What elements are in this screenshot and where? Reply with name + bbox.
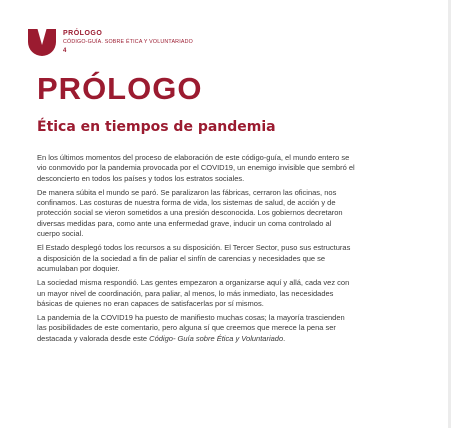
paragraph: De manera súbita el mundo se paró. Se paralizaron las fábricas, cerraron las oficinas, nos confinamos. Las costuras de nuestra forma de vida, los sistemas de salud, de acción y de protección social se vieron sometidos a una presión desconocida. Los gobiernos decretaron diversas medidas para, como ante una enfermedad grave, inducir un coma controlado al cuerpo social. bbox=[37, 187, 343, 239]
header-document-title: CÓDIGO-GUÍA. SOBRE ÉTICA Y VOLUNTARIADO bbox=[63, 39, 193, 45]
paragraph: En los últimos momentos del proceso de elaboración de este código-guía, el mundo entero se vio conmovido por la pandemia provocada por el COVID19, un enemigo invisible que sembró el desconcierto en todos los países y todos los estratos sociales. bbox=[37, 153, 355, 183]
page-number: 4 bbox=[63, 48, 67, 54]
page-title: PRÓLOGO bbox=[37, 71, 203, 106]
paragraph-last bbox=[37, 313, 355, 344]
paragraph-end: . bbox=[283, 333, 286, 343]
header-section-title: PRÓLOGO bbox=[63, 30, 103, 37]
organization-logo-icon bbox=[27, 28, 57, 58]
paragraph: La sociedad misma respondió. Las gentes empezaron a organizarse aquí y allá, cada vez con un mayor nivel de coordinación, para paliar, al menos, lo más inmediato, las necesidades básicas de quienes no eran capaces de satisfacerlas por sí mismos. bbox=[37, 278, 350, 308]
paragraph: El Estado desplegó todos los recursos a su disposición. El Tercer Sector, puso sus estructuras a disposición de la sociedad a fin de paliar el sinfín de carencias y necesidades que se acumulaban por doquier. bbox=[37, 243, 351, 273]
running-header bbox=[63, 29, 193, 56]
paragraph-text: La pandemia de la COVID19 ha puesto de manifiesto muchas cosas; la mayoría trascienden las posibilidades de este comentario, pero alguna sí que creemos que merece la pena ser destacada y valorada desde este bbox=[37, 313, 345, 343]
body-text bbox=[37, 153, 355, 348]
guide-title-emphasis: Código- Guía sobre Ética y Voluntariado bbox=[149, 333, 284, 343]
section-subtitle: Ética en tiempos de pandemia bbox=[37, 119, 276, 135]
